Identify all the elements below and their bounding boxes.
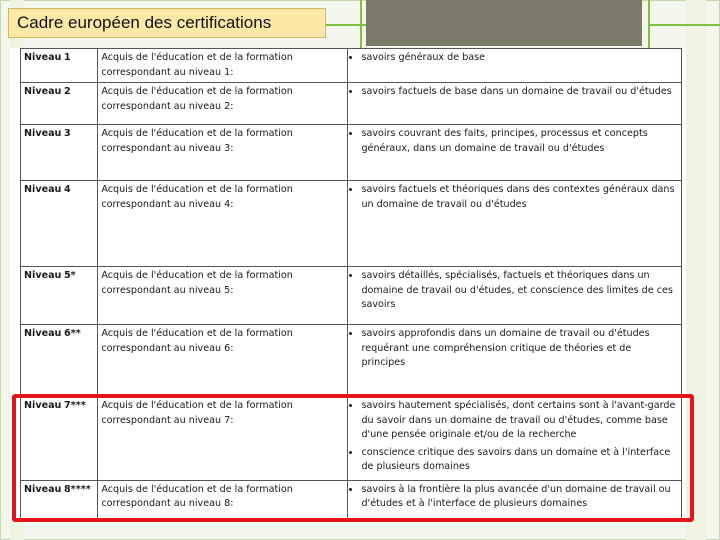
table-row (21, 267, 682, 325)
level-cell (21, 83, 98, 125)
savoir-item: • savoirs couvrant des faits, principes, processus et concepts généraux, dans un domaine de travail ou d'études (361, 127, 678, 156)
acquis-cell: Acquis de l'éducation et de la formation correspondant au niveau 4: (98, 181, 348, 267)
savoirs-cell (348, 181, 682, 267)
level-label: Niveau (24, 128, 62, 139)
level-number: 7*** (64, 400, 86, 411)
savoir-item: • savoirs approfondis dans un domaine de travail ou d'études requérant une compréhension critique de théories et de principes (361, 327, 678, 371)
level-cell (21, 49, 98, 83)
savoirs-list (351, 269, 678, 313)
acquis-cell: Acquis de l'éducation et de la formation correspondant au niveau 5: (98, 267, 348, 325)
savoir-item: • savoirs à la frontière la plus avancée d'un domaine de travail ou d'études et à l'interface de plusieurs domaines (361, 483, 678, 512)
savoirs-list (351, 85, 678, 100)
level-cell (21, 125, 98, 181)
savoir-item: • savoirs généraux de base (361, 51, 678, 66)
savoirs-cell (348, 49, 682, 83)
savoir-item: • savoirs factuels de base dans un domaine de travail ou d'études (361, 85, 678, 100)
table-row (21, 83, 682, 125)
level-label: Niveau (24, 328, 62, 339)
savoir-item: • savoirs hautement spécialisés, dont certains sont à l'avant-garde du savoir dans un domaine de travail ou d'études, comme base d'une pensée originale et/ou de la recherche (361, 399, 678, 443)
level-number: 2 (64, 86, 71, 97)
savoirs-list (351, 183, 678, 212)
highlight-box (12, 394, 694, 522)
level-number: 6** (64, 328, 81, 339)
acquis-cell: Acquis de l'éducation et de la formation correspondant au niveau 8: (98, 480, 348, 520)
level-number: 1 (64, 52, 71, 63)
acquis-cell: Acquis de l'éducation et de la formation correspondant au niveau 6: (98, 325, 348, 397)
acquis-cell: Acquis de l'éducation et de la formation correspondant au niveau 7: (98, 397, 348, 481)
savoirs-cell (348, 125, 682, 181)
level-label: Niveau (24, 483, 62, 495)
decorative-line (648, 24, 720, 26)
level-number: 8**** (64, 483, 91, 495)
slide-title: Cadre européen des certifications (8, 8, 326, 38)
savoirs-list (351, 327, 678, 371)
level-label: Niveau (24, 400, 62, 411)
level-number: 4 (64, 184, 71, 195)
acquis-cell: Acquis de l'éducation et de la formation correspondant au niveau 2: (98, 83, 348, 125)
savoirs-cell (348, 83, 682, 125)
level-label: Niveau (24, 270, 62, 281)
decorative-dark-box (366, 0, 642, 46)
table-row (21, 125, 682, 181)
acquis-cell: Acquis de l'éducation et de la formation correspondant au niveau 3: (98, 125, 348, 181)
level-number: 5* (64, 270, 76, 281)
level-cell (21, 267, 98, 325)
level-label: Niveau (24, 184, 62, 195)
table-row (21, 325, 682, 397)
decorative-line (360, 0, 362, 48)
table-row (21, 49, 682, 83)
level-label: Niveau (24, 52, 62, 63)
table-row (21, 181, 682, 267)
savoirs-cell (348, 267, 682, 325)
level-cell (21, 181, 98, 267)
level-label: Niveau (24, 86, 62, 97)
savoirs-cell (348, 325, 682, 397)
savoirs-list (351, 127, 678, 156)
savoir-item: • savoirs détaillés, spécialisés, factuels et théoriques dans un domaine de travail ou d'études, et conscience des limites de ces savoirs (361, 269, 678, 313)
level-cell (21, 325, 98, 397)
savoir-item: • conscience critique des savoirs dans un domaine et à l'interface de plusieurs domaines (361, 446, 678, 475)
acquis-cell: Acquis de l'éducation et de la formation correspondant au niveau 1: (98, 49, 348, 83)
savoirs-list (351, 51, 678, 66)
savoir-item: • savoirs factuels et théoriques dans des contextes généraux dans un domaine de travail ou d'études (361, 183, 678, 212)
level-number: 3 (64, 128, 71, 139)
